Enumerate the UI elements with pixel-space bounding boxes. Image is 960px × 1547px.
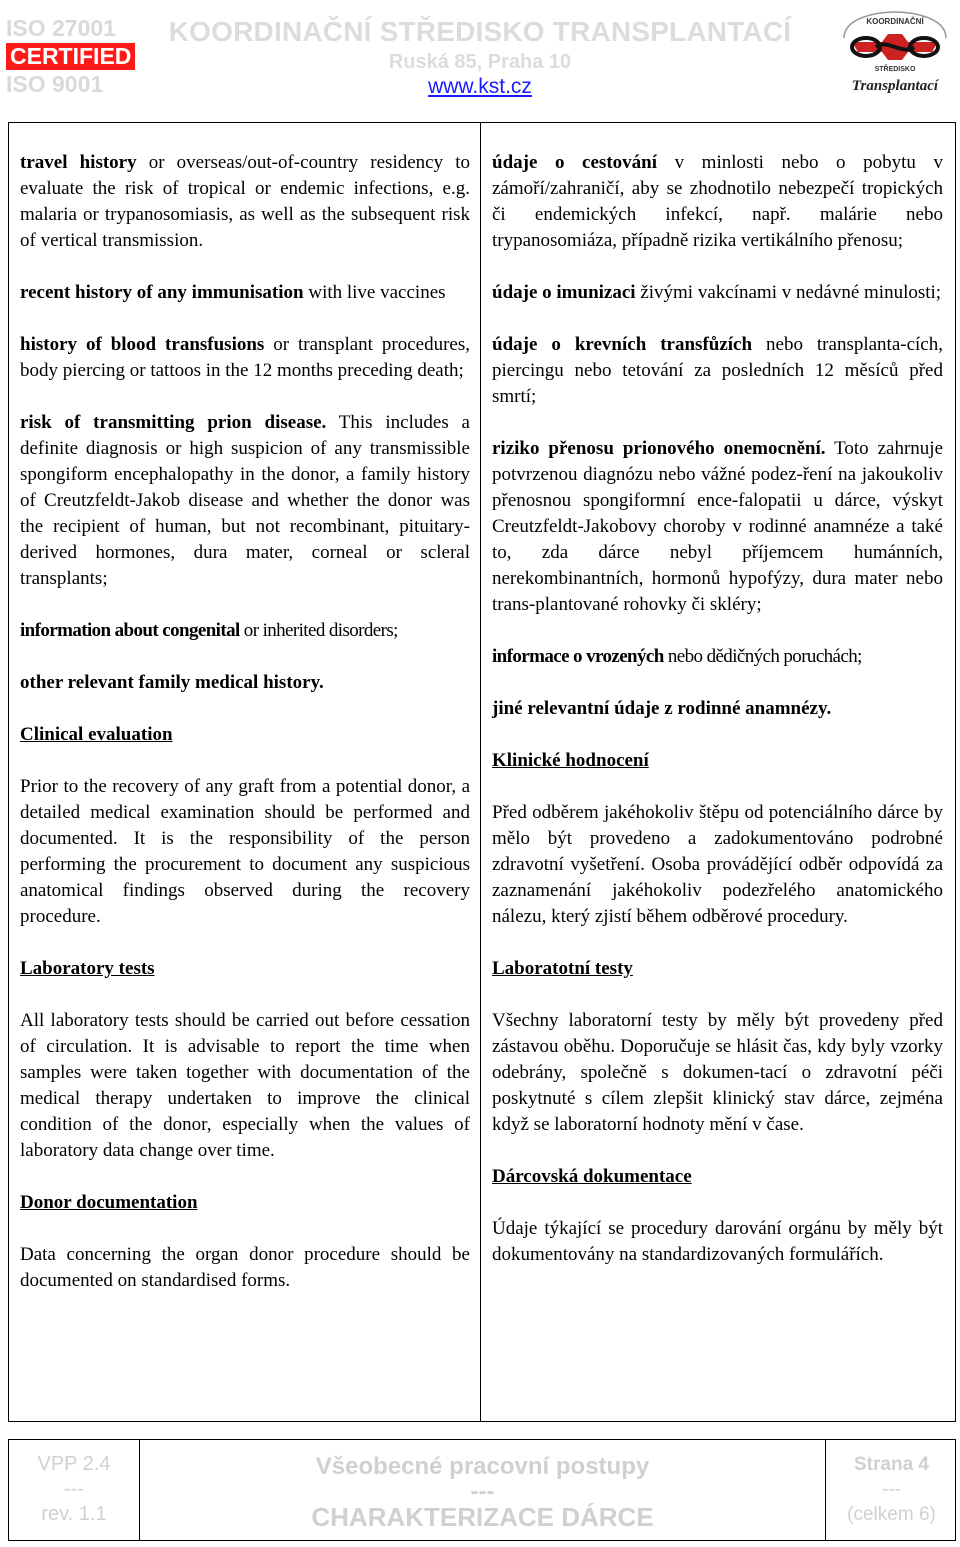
paragraph-rodinna-anamneza [492, 696, 943, 722]
paragraph-donor-documentation: Data concerning the organ donor procedure should be documented on standardised forms. [20, 1244, 470, 1291]
paragraph-travel-history [20, 150, 470, 254]
term: údaje o imunizaci [492, 282, 636, 303]
paragraph-congenital [20, 618, 470, 644]
page-total: (celkem 6) [847, 1504, 936, 1525]
paragraph-prionove-onemocneni [492, 436, 943, 618]
text: živými vakcínami v nedávné minulosti; [635, 282, 942, 303]
page-header [0, 0, 960, 120]
footer-title [140, 1440, 826, 1540]
text: or overseas/out-of-country residency to evaluate the risk of tropical or endemic infections, e.g. malaria or trypanosomiasis, as well as the subsequent risk of vertical transmission. [20, 152, 470, 251]
term: other relevant family medical history. [20, 672, 324, 693]
czech-column [481, 123, 955, 1421]
heading-darcovska-dokumentace: Dárcovská dokumentace [492, 1166, 692, 1187]
text: v minlosti nebo o pobytu v zámoří/zahraničí, aby se zhodnotilo nebezpečí tropických či endemických infekcí, např. malárie nebo trypanosomiáza, případně rizika vertikálního přenosu; [492, 152, 944, 251]
certification-block [6, 14, 136, 98]
term: travel history [20, 152, 137, 173]
english-column [9, 123, 481, 1421]
term: riziko přenosu prionového onemocnění. [492, 438, 826, 459]
text: or inherited disorders; [239, 620, 398, 641]
text: nebo dědičných poruchách; [663, 646, 862, 667]
logo-top-text: KOORDINAČNÍ [866, 17, 924, 26]
organization-address: Ruská 85, Praha 10 [388, 51, 572, 73]
paragraph-laboratory-tests: All laboratory tests should be carried out before cessation of circulation. It is advisable to report the time when samples were taken together with documentation of the medical therapy undertaken to improve the clinical condition of the donor, especially when the values of laboratory data change over time. [20, 1010, 470, 1161]
text: with live vaccines [303, 282, 446, 303]
heading-laboratorni-testy: Laboratotní testy [492, 958, 633, 979]
text: nebo transplanta-cích, piercingu nebo tetování za posledních 12 měsíců před smrtí; [492, 334, 943, 407]
heading-klinicke-hodnoceni: Klinické hodnocení [492, 750, 649, 771]
document-title: Všeobecné pracovní postupy [315, 1453, 650, 1480]
page-number: Strana 4 [854, 1454, 929, 1475]
website-link[interactable]: www.kst.cz [428, 75, 532, 98]
paragraph-laboratorni-testy: Všechny laboratorní testy by měly být provedeny před zástavou oběhu. Doporučuje se hlásit čas, kdy byly vzorky odebrány, společně s dokumen-tací o zdravotní péči poskytnuté s cílem zlepšit klinický stav dárce, zejména když se laboratorní hodnoty mění v čase. [492, 1010, 943, 1135]
page-footer [8, 1439, 956, 1541]
text: Toto zahrnuje potvrzenou diagnózu nebo vážné podez-ření na jakoukoliv přenosnou spongiformní ence-falopatii u dárce, výskyt Creutzfeldt-Jakobovy choroby v rodinné anamnéze a také to, zda dárce nebyl příjemcem humánních, nerekombinantních, hormonů hypofýzy, dura mater nebo trans-plantované rohovky či skléry; [492, 438, 944, 615]
term: information about congenital [20, 620, 240, 641]
term: údaje o cestování [492, 152, 657, 173]
paragraph-vrozene-poruchy [492, 644, 943, 670]
paragraph-udaje-imunizace [492, 280, 943, 306]
paragraph-blood-transfusions [20, 332, 470, 384]
content-table [8, 122, 956, 1422]
term: risk of transmitting prion disease. [20, 412, 327, 433]
paragraph-immunisation [20, 280, 470, 306]
text: or transplant procedures, body piercing or tattoos in the 12 months preceding death; [20, 334, 470, 381]
term: history of blood transfusions [20, 334, 265, 355]
logo-script-text: Transplantací [851, 78, 939, 94]
organization-block [160, 14, 800, 100]
paragraph-prion-disease [20, 410, 470, 592]
footer-page [826, 1440, 957, 1540]
separator: --- [882, 1479, 901, 1500]
kst-logo [836, 8, 954, 96]
organization-name: KOORDINAČNÍ STŘEDISKO TRANSPLANTACÍ [168, 16, 792, 47]
document-subtitle: CHARAKTERIZACE DÁRCE [311, 1502, 654, 1532]
text: This includes a definite diagnosis or high suspicion of any transmissible spongiform encephalopathy in the donor, a family history of Creutzfeldt-Jakob disease and whether the donor was the recipient of human, but not recombinant, pituitary-derived hormones, dura mater, corneal or scleral transplants; [20, 412, 470, 589]
separator: --- [470, 1478, 495, 1505]
document-code: VPP 2.4 [37, 1453, 111, 1475]
iso-9001-label: ISO 9001 [6, 71, 104, 97]
heading-laboratory-tests: Laboratory tests [20, 958, 155, 979]
term: údaje o krevních transfůzích [492, 334, 753, 355]
paragraph-clinical-evaluation: Prior to the recovery of any graft from a potential donor, a detailed medical examination should be performed and documented. It is the responsibility of the person performing the procurement to document any suspicious anatomical findings observed during the recovery procedure. [20, 776, 470, 927]
paragraph-darcovska-dokumentace: Údaje týkající se procedury darování orgánu by měly být dokumentovány na standardizovaných formulářích. [492, 1218, 943, 1265]
footer-version [9, 1440, 140, 1540]
logo-mid-text: STŘEDISKO [874, 66, 916, 73]
heading-donor-documentation: Donor documentation [20, 1192, 198, 1213]
term: recent history of any immunisation [20, 282, 304, 303]
revision: rev. 1.1 [41, 1503, 107, 1525]
separator: --- [64, 1478, 84, 1500]
iso-27001-label: ISO 27001 [6, 15, 116, 41]
term: jiné relevantní údaje z rodinné anamnézy. [492, 698, 832, 719]
heading-clinical-evaluation: Clinical evaluation [20, 724, 173, 745]
paragraph-klinicke-hodnoceni: Před odběrem jakéhokoliv štěpu od potenciálního dárce by mělo být provedeno a zadokumentováno podrobné zdravotní vyšetření. Osoba provádějící odběr odpovídá za zaznamenání jakéhokoliv podezřelého anatomického nálezu, který zjistí během odběrové procedury. [492, 802, 943, 927]
paragraph-family-history [20, 670, 470, 696]
certified-badge: CERTIFIED [6, 43, 135, 70]
paragraph-udaje-cestovani [492, 150, 943, 254]
term: informace o vrozených [492, 646, 664, 667]
paragraph-krevni-transfuze [492, 332, 943, 410]
